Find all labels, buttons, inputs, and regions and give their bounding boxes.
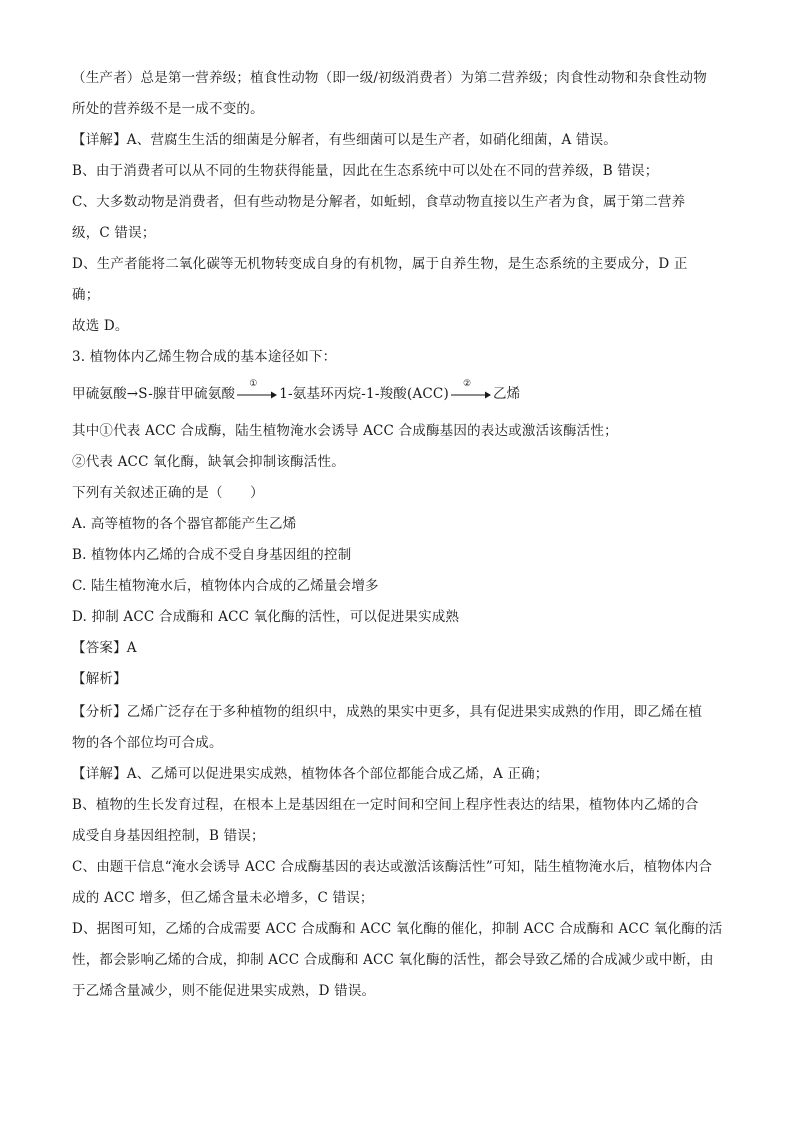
text-line: 物的各个部位均可合成。 <box>72 735 223 751</box>
arrow-icon <box>237 378 277 402</box>
text-line: 所处的营养级不是一成不变的。 <box>72 101 264 117</box>
option-c: C. 陆生植物淹水后，植物体内合成的乙烯量会增多 <box>72 578 379 594</box>
text-line: C、大多数动物是消费者，但有些动物是分解者，如蚯蚓，食草动物直接以生产者为食，属于第二营养 <box>72 194 686 210</box>
text-line: B、由于消费者可以从不同的生物获得能量，因此在生态系统中可以处在不同的营养级，B 错误； <box>72 163 659 179</box>
text-line: 成的 ACC 增多，但乙烯含量未必增多，C 错误； <box>72 890 374 906</box>
text-line: 【详解】A、乙烯可以促进果实成熟，植物体各个部位都能合成乙烯，A 正确； <box>72 766 549 782</box>
pathway-diagram <box>72 378 732 404</box>
question-prompt: 下列有关叙述正确的是（ ） <box>72 485 264 501</box>
text-line: 【分析】乙烯广泛存在于多种植物的组织中，成熟的果实中更多，具有促进果实成熟的作用，即乙烯在植 <box>72 704 703 720</box>
arrow-label-2: ② <box>462 378 472 389</box>
text-line: 于乙烯含量减少，则不能促进果实成熟，D 错误。 <box>72 983 376 999</box>
option-d: D. 抑制 ACC 合成酶和 ACC 氧化酶的活性，可以促进果实成熟 <box>72 609 460 625</box>
text-line: 成受自身基因组控制，B 错误； <box>72 828 265 844</box>
text-line: 级，C 错误； <box>72 225 156 241</box>
option-b: B. 植物体内乙烯的合成不受自身基因组的控制 <box>72 547 352 563</box>
arrow-label-1: ① <box>249 378 258 389</box>
text-line: 【详解】A、营腐生生活的细菌是分解者，有些细菌可以是生产者，如硝化细菌，A 错误。 <box>72 132 617 148</box>
text-line: 确； <box>72 287 100 303</box>
analysis-heading: 【解析】 <box>72 671 127 687</box>
pathway-step-2: 1-氨基环丙烷-1-羧酸(ACC) <box>279 386 449 402</box>
text-line: B、植物的生长发育过程，在根本上是基因组在一定时间和空间上程序性表达的结果，植物体内乙烯的合 <box>72 797 699 813</box>
pathway-step-1: 甲硫氨酸→S-腺苷甲硫氨酸 <box>72 386 236 402</box>
text-line: 其中①代表 ACC 合成酶，陆生植物淹水会诱导 ACC 合成酶基因的表达或激活该酶活性； <box>72 423 618 439</box>
answer-line: 【答案】A <box>72 640 137 656</box>
option-a: A. 高等植物的各个器官都能产生乙烯 <box>72 516 297 532</box>
text-line: 性，都会影响乙烯的合成，抑制 ACC 合成酶和 ACC 氧化酶的活性，都会导致乙烯的合成减少或中断，由 <box>72 952 714 968</box>
text-line: 故选 D。 <box>72 318 129 334</box>
arrow-icon <box>451 378 491 402</box>
question-stem: 3. 植物体内乙烯生物合成的基本途径如下： <box>72 349 337 365</box>
text-line: ②代表 ACC 氧化酶，缺氧会抑制该酶活性。 <box>72 454 345 470</box>
text-line: C、由题干信息“淹水会诱导 ACC 合成酶基因的表达或激活该酶活性”可知，陆生植物淹水后，植物体内合 <box>72 859 713 875</box>
text-line: （生产者）总是第一营养级；植食性动物（即一级/初级消费者）为第二营养级；肉食性动物和杂食性动物 <box>72 70 707 86</box>
text-line: D、生产者能将二氧化碳等无机物转变成自身的有机物，属于自养生物，是生态系统的主要成分，D 正 <box>72 256 688 272</box>
text-line: D、据图可知，乙烯的合成需要 ACC 合成酶和 ACC 氧化酶的催化，抑制 ACC 合成酶和 ACC 氧化酶的活 <box>72 921 723 937</box>
pathway-step-3: 乙烯 <box>492 386 521 402</box>
